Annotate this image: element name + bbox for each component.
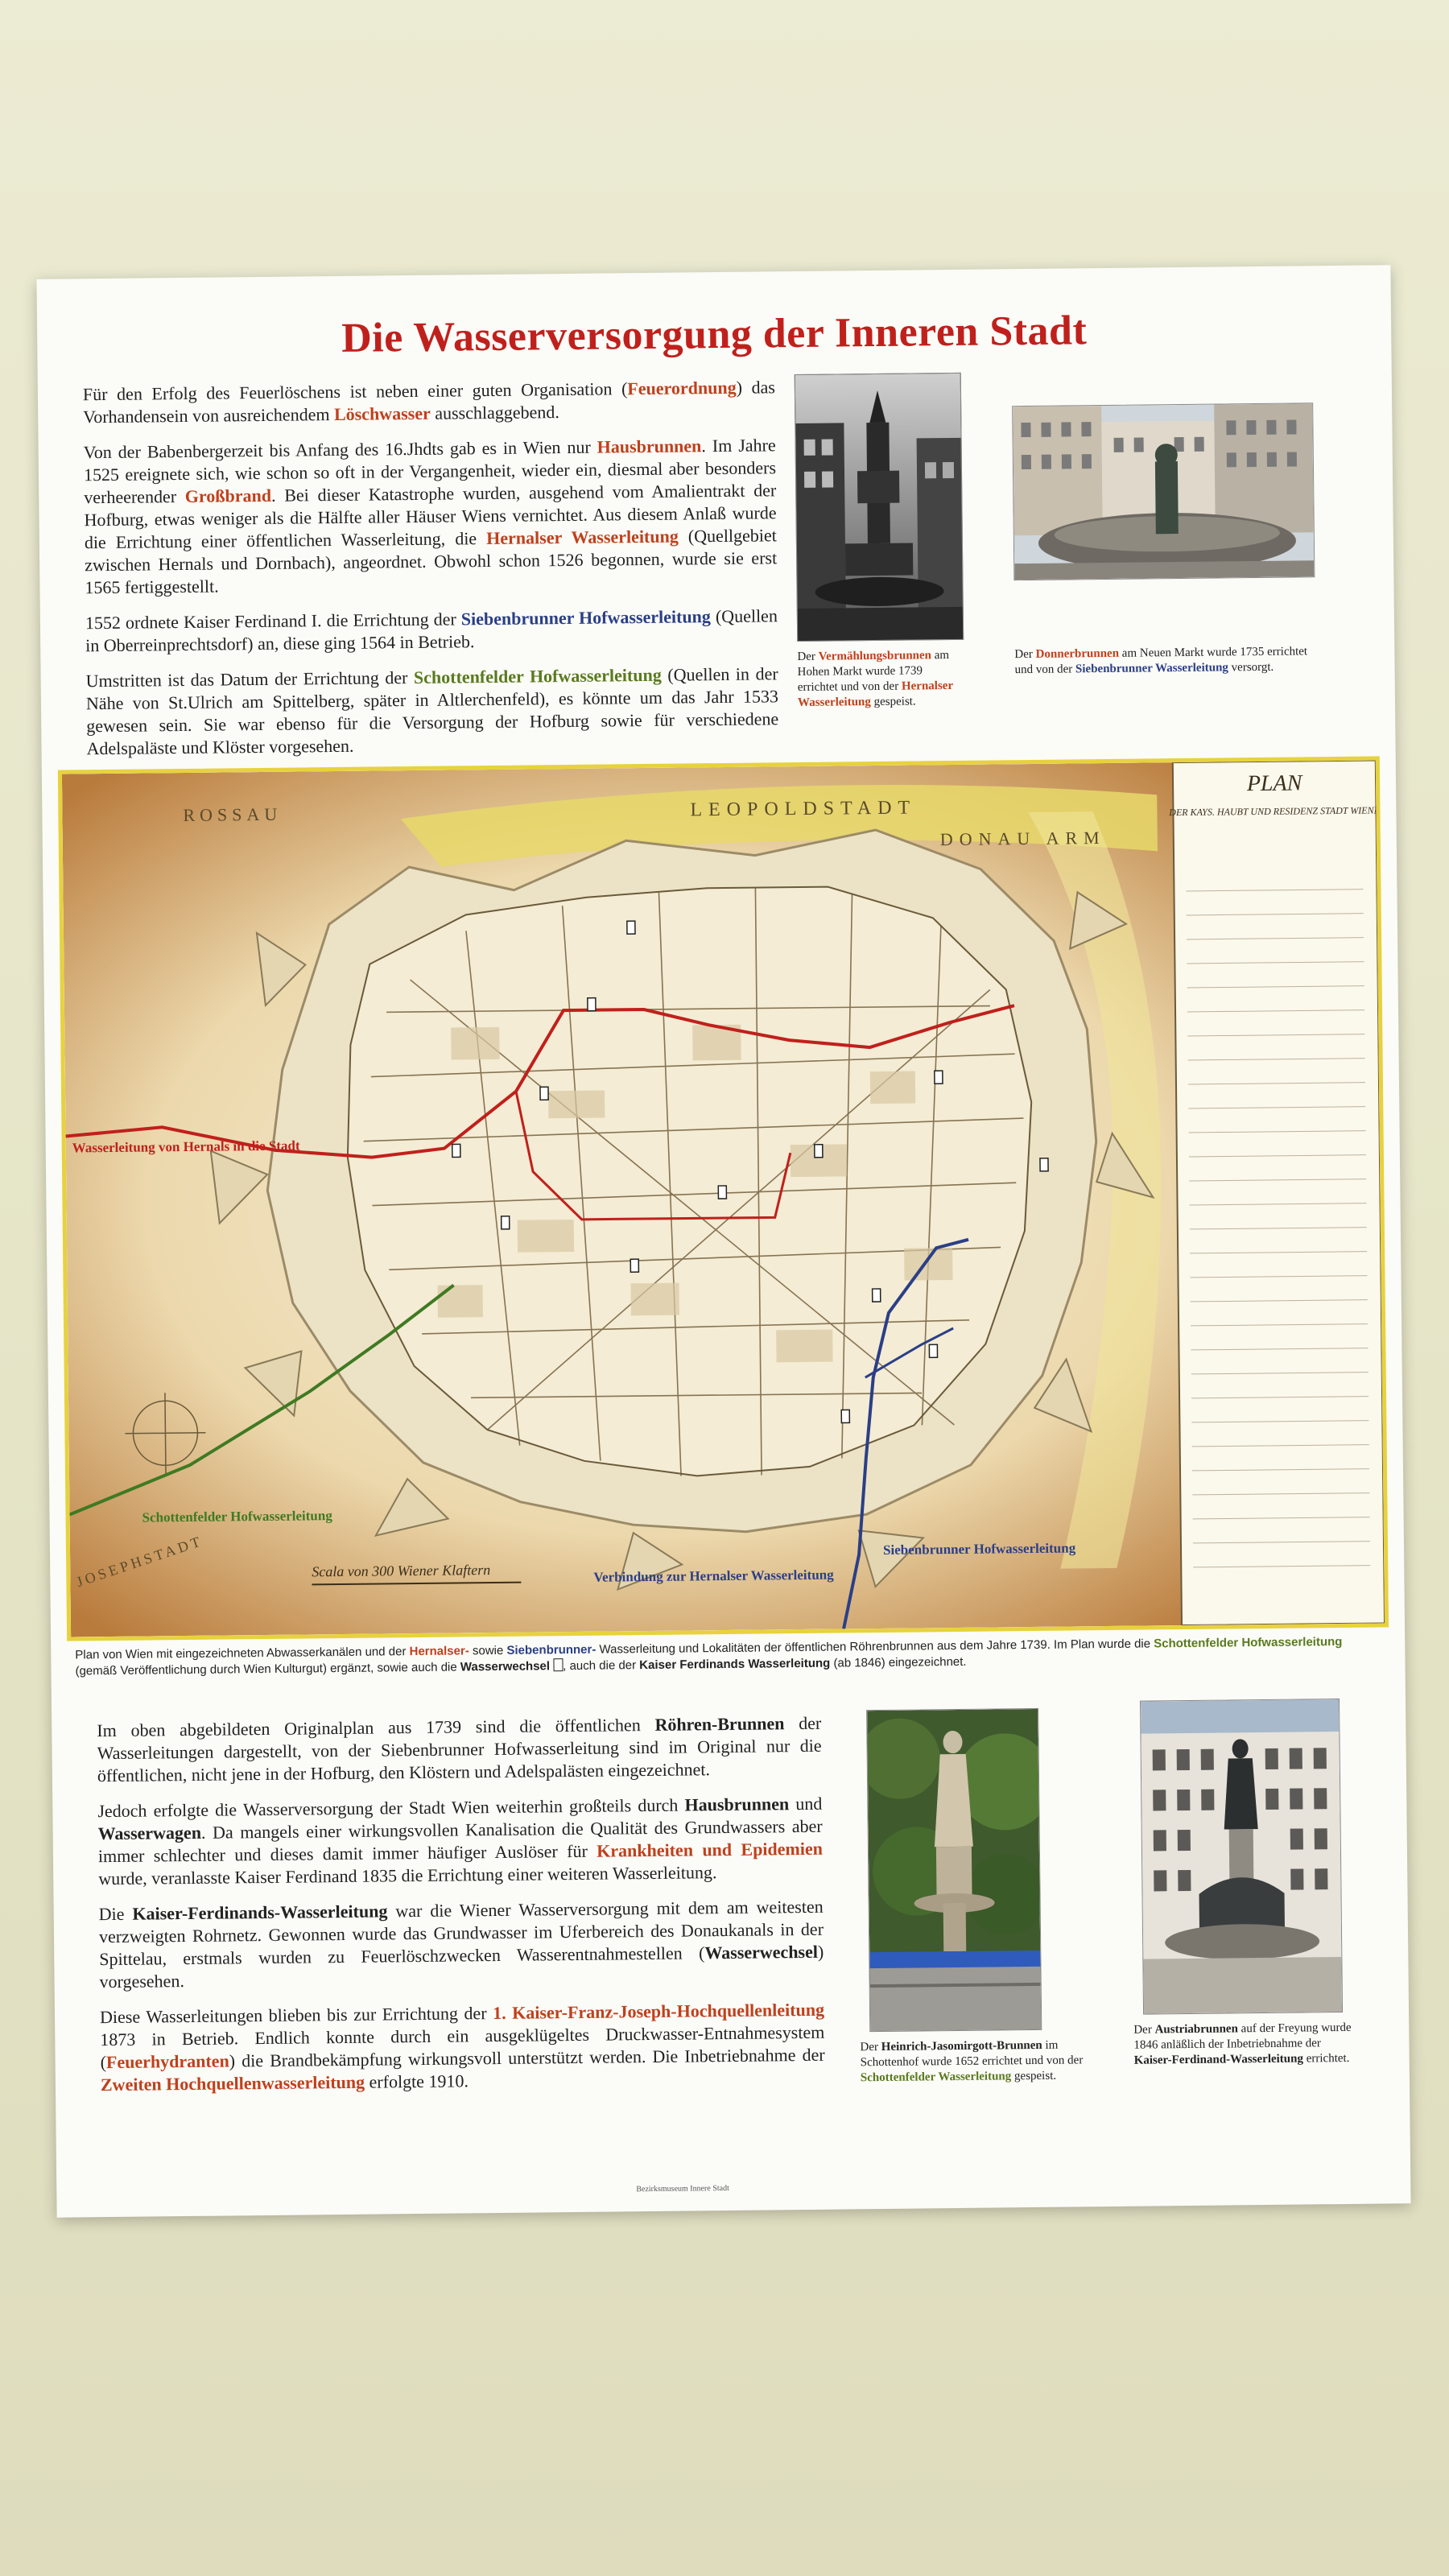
label-verbindung: Verbindung zur Hernalser Wasserleitung <box>593 1567 834 1585</box>
intro-paragraph-2: Von der Babenbergerzeit bis Anfang des 16.Jhdts gab es in Wien nur Hausbrunnen. Im Jahre 1525 ereignete sich, wie schon so oft in der Vergangenheit, wieder ein, diesmal aber besonders verheerender Großbrand. Bei dieser Katastrophe wurden, ausgehend vom Amalientrakt der Hofburg, etwas weniger als die Hälfte aller Häuser Wiens vernichtet. Aus diesem Anlaß wurde die Errichtung einer öffentlichen Wasserleitung, die Hernalser Wasserleitung (Quellgebiet zwischen Hernals und Dornbach), angeordnet. Obwohl schon 1526 begonnen, wurde sie erst 1565 fertiggestellt. <box>83 435 778 598</box>
lower-paragraph-2: Jedoch erfolgte die Wasserversorgung der Stadt Wien weiterhin großteils durch Hausbrunnen und Wasserwagen. Da mangels einer wirkungsvollen Kanalisation die Qualität des Grundwassers aber immer schlechter und dieses damit immer häufiger Auslöser für Krankheiten und Epidemien wurde, veranlasste Kaiser Ferdinand 1835 die Errichtung einer weiteren Wasserleitung. <box>97 1793 824 1889</box>
fountain-monument-image <box>795 374 963 641</box>
wasserwechsel-symbol-icon <box>553 1658 563 1671</box>
intro-paragraph-3: 1552 ordnete Kaiser Ferdinand I. die Errichtung der Siebenbrunner Hofwasserleitung (Quellen in Oberreinprechtsdorf) an, diese ging 1564 in Betrieb. <box>85 605 778 656</box>
fountain-square-image <box>1013 403 1314 580</box>
label-scale: Scala von 300 Wiener Klaftern <box>312 1562 491 1580</box>
austria-fountain-image <box>1141 1699 1342 2014</box>
photo-donnerbrunnen <box>1012 402 1315 580</box>
photo-jasomirgott-brunnen <box>866 1708 1042 2032</box>
caption-jasomirgott-brunnen: Der Heinrich-Jasomirgott-Brunnen im Schottenhof wurde 1652 errichtet und von der Schottenfelder Wasserleitung gespeist. <box>860 2038 1084 2085</box>
map-drawing <box>62 760 1385 1637</box>
intro-paragraph-1: Für den Erfolg des Feuerlöschens ist neben einer guten Organisation (Feuerordnung) das Vorhandensein von ausreichendem Löschwasser ausschlaggebend. <box>82 377 776 427</box>
lower-paragraph-3: Die Kaiser-Ferdinands-Wasserleitung war die Wiener Wasserversorgung mit dem am weitesten verzweigten Rohrnetz. Gewonnen wurde das Grundwasser im Uferbereich des Donaukanals in der Spittelau, erstmals wurden zu Feuerlöschzwecken Wasserentnahmestellen (Wasserwechsel) vorgesehen. <box>98 1896 824 1992</box>
statue-fountain-image <box>867 1709 1041 2031</box>
intro-paragraph-4: Umstritten ist das Datum der Errichtung der Schottenfelder Hofwasserleitung (Quellen in der Nähe von St.Ulrich am Spittelberg, später in Altlerchenfeld), es könnte um das Jahr 1533 gewesen sein. Sie war ebenso für die Versorgung der Hofburg sowie für verschiedene Adelspaläste und Klöster vorgesehen. <box>85 663 779 759</box>
lower-text <box>97 1712 825 2109</box>
caption-donnerbrunnen: Der Donnerbrunnen am Neuen Markt wurde 1735 errichtet und von der Siebenbrunner Wasserleitung versorgt. <box>1014 645 1308 677</box>
intro-text <box>83 376 779 773</box>
label-donau: DONAU ARM <box>939 828 1106 850</box>
plan-subtitle: DER KAYS. HAUBT UND RESIDENZ STADT WIENN <box>1169 804 1381 819</box>
lower-paragraph-1: Im oben abgebildeten Originalplan aus 1739 sind die öffentlichen Röhren-Brunnen der Wasserleitungen dargestellt, von der Siebenbrunner Hofwasserleitung sind im Original nur die öffentlichen, nicht jene in der Hofburg, den Klöstern und Adelspalästen eingezeichnet. <box>97 1712 822 1786</box>
historic-city-map <box>58 756 1389 1641</box>
label-josephstadt: JOSEPHSTADT <box>74 1532 205 1591</box>
poster-sheet <box>36 265 1410 2217</box>
plan-title: PLAN <box>1246 770 1302 797</box>
label-hernals-line: Wasserleitung von Hernals in die Stadt <box>72 1137 300 1156</box>
page-title: Die Wasserversorgung der Inneren Stadt <box>341 308 1088 361</box>
lower-paragraph-4: Diese Wasserleitungen blieben bis zur Errichtung der 1. Kaiser-Franz-Joseph-Hochquellenleitung 1873 in Betrieb. Endlich konnte durch ein ausgeklügeltes Druckwasser-Entnahmesystem (Feuerhydranten) die Brandbekämpfung wirkungsvoll unterstützt werden. Die Inbetriebnahme der Zweiten Hochquellenwasserleitung erfolgte 1910. <box>99 1999 825 2095</box>
footer-note: Bezirksmuseum Innere Stadt <box>636 2183 729 2194</box>
caption-austriabrunnen: Der Austriabrunnen auf der Freyung wurde 1846 anläßlich der Inbetriebnahme der Kaiser-Ferdinand-Wasserleitung errichtet. <box>1133 2021 1352 2067</box>
caption-vermaehlungsbrunnen: Der Vermählungsbrunnen am Hohen Markt wurde 1739 errichtet und von der Hernalser Wasserleitung gespeist. <box>797 649 953 709</box>
photo-vermaehlungsbrunnen <box>795 373 964 642</box>
photo-austriabrunnen <box>1140 1699 1343 2015</box>
map-caption: Plan von Wien mit eingezeichneten Abwasserkanälen und der Hernalser- sowie Siebenbrunner- Wasserleitung und Lokalitäten der öffentlichen Röhrenbrunnen aus dem Jahre 1739. Im Plan wurde die Schottenfelder Hofwasserleitung (gemäß Veröffentlichung durch Wien Kulturgut) ergänzt, sowie auch die Wasserwechsel , auch die der Kaiser Ferdinands Wasserleitung (ab 1846) eingezeichnet. <box>75 1634 1343 1678</box>
label-leopoldstadt: LEOPOLDSTADT <box>690 797 917 821</box>
label-rossau: ROSSAU <box>183 803 283 826</box>
label-schottenfelder-line: Schottenfelder Hofwasserleitung <box>142 1508 332 1525</box>
label-siebenbrunner-line: Siebenbrunner Hofwasserleitung <box>882 1540 1076 1558</box>
